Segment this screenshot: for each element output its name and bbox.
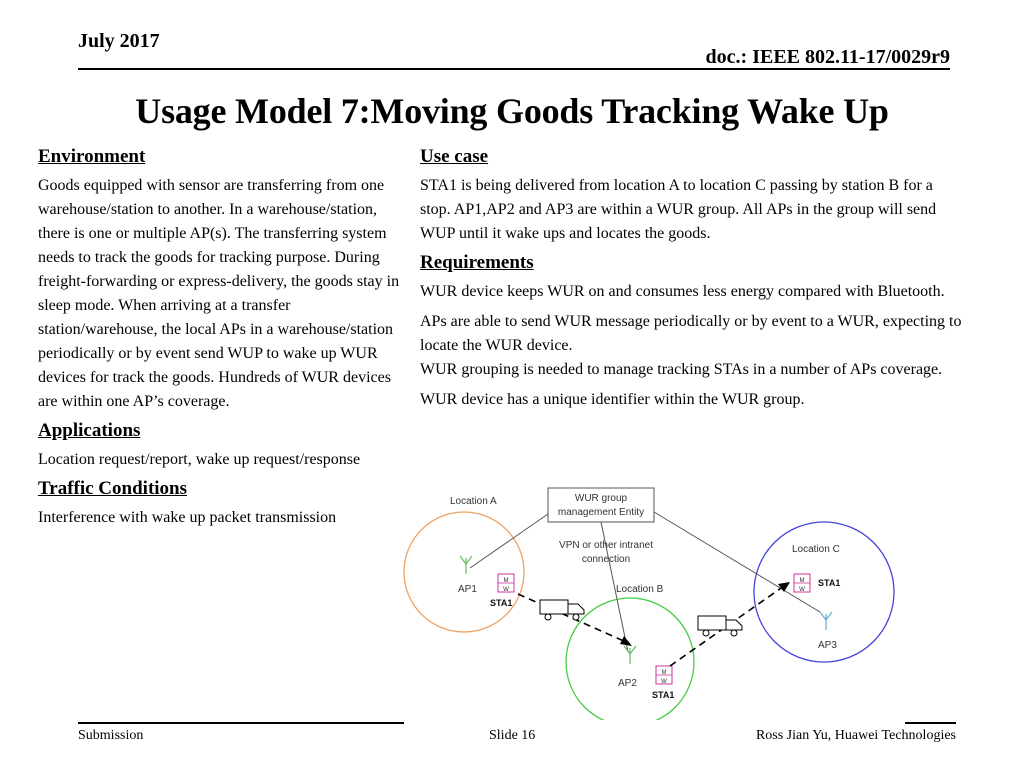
ap3-label: AP3	[818, 640, 837, 651]
vpn-label-line2: connection	[581, 554, 631, 565]
applications-text: Location request/report, wake up request/response	[38, 451, 361, 468]
traffic-conditions-heading: Traffic Conditions	[38, 478, 188, 499]
truck-icon-1	[540, 600, 584, 620]
requirement-2: APs are able to send WUR message periodically or by event to a WUR, expecting to locate the WUR device.	[420, 313, 962, 354]
environment-text: Goods equipped with sensor are transferring from one warehouse/station to another. In a warehouse/station, there is one or multiple AP(s). The transferring system needs to track the goods for tracking purpose. During freight-forwarding or express-delivery, the goods stay in sleep mode. When arriving at a transfer station/warehouse, the local APs in a warehouse/station periodically or by event send WUP to wake up WUR devices for track the goods. Hundreds of WUR devices are within one AP’s coverage.	[38, 177, 400, 410]
link-to-ap1	[470, 514, 548, 568]
footer-rule-right	[905, 722, 956, 724]
requirement-1: WUR device keeps WUR on and consumes less energy compared with Bluetooth.	[420, 283, 945, 300]
ap1-label: AP1	[458, 584, 477, 595]
requirement-3: WUR grouping is needed to manage tracking STAs in a number of APs coverage.	[420, 361, 943, 378]
svg-text:W: W	[661, 679, 667, 685]
arrow-head-b	[620, 636, 632, 646]
footer-submission: Submission	[78, 728, 144, 743]
link-to-ap3	[654, 512, 820, 612]
sta1-a-chip-icon	[498, 574, 514, 593]
requirements-heading: Requirements	[420, 252, 534, 273]
header-date: July 2017	[78, 30, 160, 52]
movement-path	[518, 586, 784, 666]
arrow-head-c	[778, 582, 790, 592]
sta1-b-chip-icon	[656, 666, 672, 685]
use-case-heading: Use case	[420, 146, 489, 167]
svg-text:M: M	[661, 670, 667, 676]
vpn-label-line1: VPN or other intranet	[559, 540, 653, 551]
location-b-label: Location B	[616, 584, 664, 595]
traffic-conditions-text: Interference with wake up packet transmission	[38, 509, 337, 526]
footer-slide-number: Slide 16	[489, 728, 536, 743]
mgmt-entity-line2: management Entity	[557, 507, 645, 518]
environment-heading: Environment	[38, 146, 146, 167]
ap1-antenna-icon	[460, 556, 472, 574]
ap2-antenna-icon	[624, 646, 636, 664]
svg-text:W: W	[799, 587, 805, 593]
left-column	[38, 146, 406, 536]
header-doc-id: doc.: IEEE 802.11-17/0029r9	[705, 46, 950, 68]
requirement-4: WUR device has a unique identifier within the WUR group.	[420, 391, 805, 408]
header-rule	[78, 68, 950, 70]
sta1-b-label: STA1	[652, 690, 675, 700]
slide-title: Usage Model 7:Moving Goods Tracking Wake Up	[135, 91, 889, 131]
right-column	[420, 146, 965, 418]
truck-icon-2	[698, 616, 742, 636]
location-a-label: Location A	[450, 496, 497, 507]
footer-author: Ross Jian Yu, Huawei Technologies	[755, 728, 956, 743]
ap3-antenna-icon	[820, 612, 832, 630]
svg-text:M: M	[503, 578, 509, 584]
sta1-a-label: STA1	[490, 598, 513, 608]
use-case-text: STA1 is being delivered from location A to location C passing by station B for a stop. AP1,AP2 and AP3 are within a WUR group. All APs in the group will send WUP until it wake ups and locates the goods.	[420, 177, 937, 242]
svg-text:W: W	[503, 587, 509, 593]
sta1-c-label: STA1	[818, 578, 841, 588]
applications-heading: Applications	[38, 420, 141, 441]
svg-text:M: M	[799, 578, 805, 584]
location-c-label: Location C	[792, 544, 840, 555]
mgmt-entity-line1: WUR group	[574, 493, 628, 504]
ap2-label: AP2	[618, 678, 637, 689]
tracking-diagram	[400, 484, 960, 720]
location-a-circle	[404, 512, 524, 632]
sta1-c-chip-icon	[794, 574, 810, 593]
footer-rule-left	[78, 722, 404, 724]
